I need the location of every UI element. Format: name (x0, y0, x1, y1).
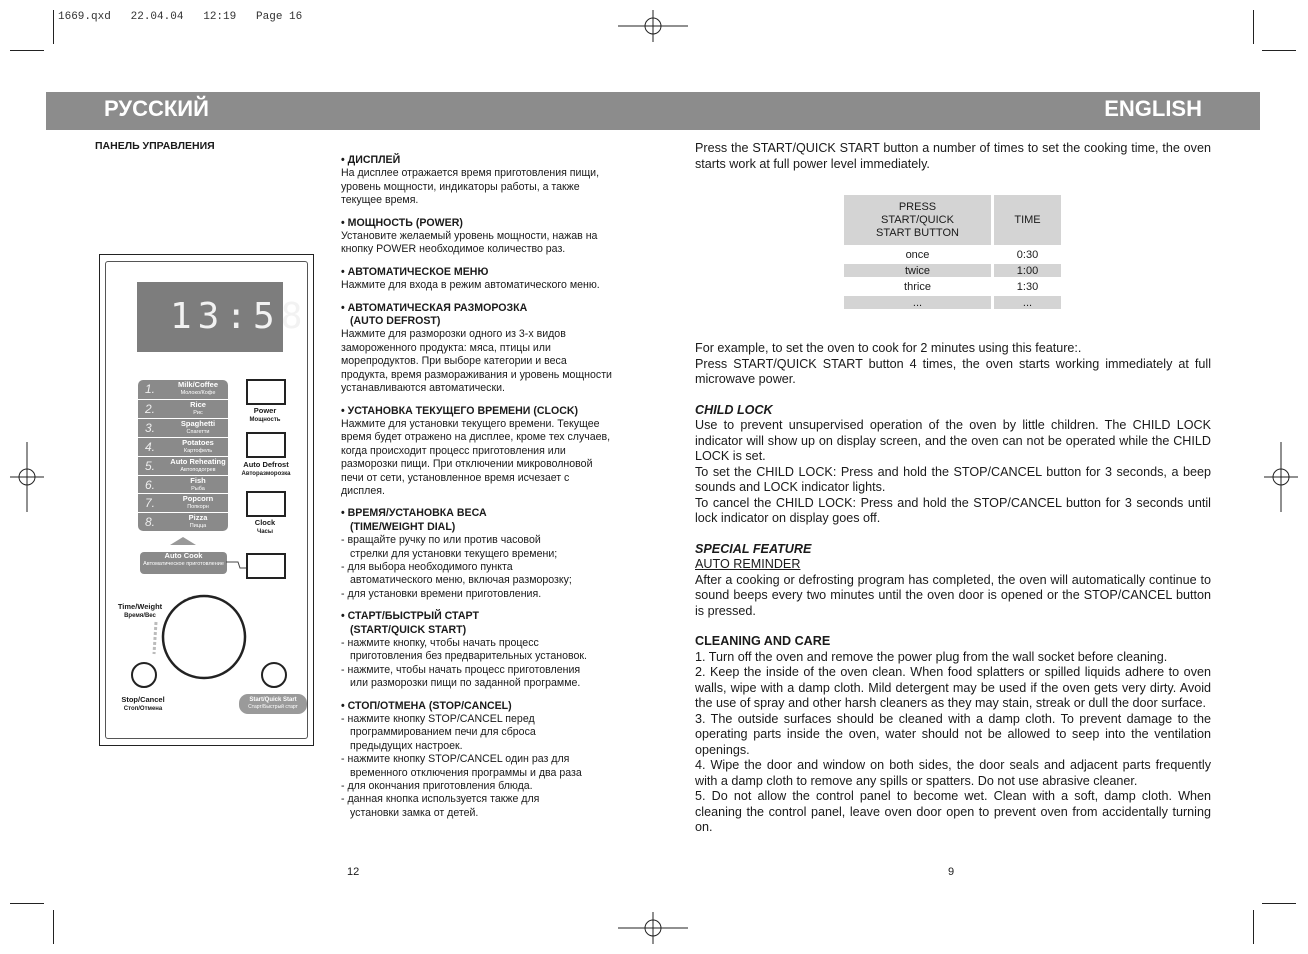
menu-item-label: Popcorn Попкорн (182, 494, 214, 511)
menu-item[interactable] (138, 512, 228, 532)
registration-mark-top (618, 10, 688, 42)
special-feature-text: After a cooking or defrosting program has completed, the oven will automatically continue to sound beeps every two minutes until the oven door is opened or the STOP/CANCEL button is pressed. (695, 572, 1211, 618)
registration-mark-right (1264, 442, 1298, 512)
section-text: На дисплее отражается время приготовления пищи, уровень мощности, индикаторы работы, а также текущее время. (341, 167, 600, 207)
cleaning-heading: CLEANING AND CARE (695, 634, 831, 648)
table-header-time: TIME (994, 195, 1061, 245)
crop-mark (1262, 903, 1296, 904)
list-item: программированием печи для сброса (350, 726, 536, 739)
crop-mark (53, 910, 54, 944)
stop-cancel-label: Stop/Cancel Стоп/Отмена (121, 695, 165, 712)
list-item: автоматического меню, включая разморозку; (350, 574, 572, 587)
table-row (844, 264, 1061, 277)
cleaning-item: 1. Turn off the oven and remove the power plug from the wall socket before cleaning. (695, 649, 1168, 664)
list-item: - для окончания приготовления блюда. (341, 780, 533, 793)
list-item: приготовления без предварительных установок. (350, 650, 587, 663)
example-text: For example, to set the oven to cook for 2 minutes using this feature:. (695, 341, 1082, 355)
menu-item-number: 3. (145, 420, 156, 435)
list-item: - нажмите кнопку, чтобы начать процесс (341, 637, 539, 649)
section-heading: • СТАРТ/БЫСТРЫЙ СТАРТ (341, 610, 479, 623)
menu-item-label: Rice Рис (190, 399, 206, 416)
dial-knob[interactable] (150, 585, 250, 685)
menu-item-number: 2. (145, 401, 156, 416)
menu-item[interactable] (138, 380, 228, 399)
table-cell-press: once (844, 248, 991, 261)
list-item: - нажмите кнопку STOP/CANCEL перед (341, 713, 535, 726)
table-cell-press: thrice (844, 280, 991, 293)
connector-line (226, 556, 248, 570)
menu-item-number: 7. (145, 496, 156, 511)
menu-item-number: 4. (145, 439, 156, 454)
banner-title-russian: РУССКИЙ (104, 96, 209, 121)
up-arrow-icon (168, 535, 198, 547)
page-number-left: 12 (347, 866, 360, 878)
page-number-right: 9 (948, 866, 955, 878)
menu-item-label: Fish Рыба (190, 475, 206, 492)
crop-mark (1253, 10, 1254, 44)
table-row (844, 248, 1061, 261)
section-text: Нажмите для установки текущего времени. Текущее время будет отражено на дисплее, кроме тех случаев, когда происходит процесс приготовления или разморозки пищи. При отключении микроволновой печи от сети, установленное время исчезает с дисплея. (341, 417, 611, 497)
banner-title-english: ENGLISH (1104, 96, 1202, 121)
menu-item[interactable] (138, 456, 228, 476)
table-row (844, 280, 1061, 293)
section-heading-sub: (TIME/WEIGHT DIAL) (350, 520, 456, 533)
menu-item[interactable] (138, 437, 228, 457)
registration-mark-left (10, 442, 44, 512)
russian-descriptions (341, 154, 616, 829)
auto-defrost-label: Auto Defrost Авторазморозка (241, 460, 291, 477)
list-item: - вращайте ручку по или против часовой (341, 534, 541, 547)
example-text: Press START/QUICK START button 4 times, the oven starts working immediately at full microwave power. (695, 356, 1211, 386)
menu-item[interactable] (138, 493, 228, 513)
english-intro (695, 141, 1211, 172)
list-item: стрелки для установки текущего времени; (350, 547, 558, 560)
menu-item-label: Milk/Coffee Молоко/Кофе (177, 380, 218, 396)
list-item: предыдущих настроек. (350, 739, 463, 752)
list-item: или разморозки пищи по заданной программе. (350, 677, 581, 690)
cleaning-item: 2. Keep the inside of the oven clean. When food splatters or spilled liquids adhere to oven walls, wipe with a damp cloth. Mild detergent may be used if the oven gets very dirty. Avoid the use of spray and other harsh cleaners as they may stain, streak or dull the door surface. (695, 665, 1211, 710)
header-banner (46, 92, 1260, 130)
intro-text: Press the START/QUICK START button a number of times to set the cooking time, the oven starts work at full power level immediately. (695, 141, 1211, 171)
section-text: Нажмите для разморозки одного из 3-х видов замороженного продукта: мяса, птицы или морепродуктов. При выборе категории и веса продукта, время размораживания и уровень мощности устанавливаются автоматически. (341, 328, 612, 395)
child-lock-text: To set the CHILD LOCK: Press and hold the STOP/CANCEL button for 3 seconds, a beep sounds and LOCK indicator lights. (695, 464, 1211, 494)
list-item: - данная кнопка используется также для (341, 793, 540, 806)
menu-item-label: Auto Reheating Автоподогрев (170, 456, 226, 473)
clock-button[interactable] (246, 491, 286, 517)
auto-reminder-subheading: AUTO REMINDER (695, 557, 801, 571)
power-label: Power Мощность (249, 406, 281, 423)
table-cell-time: 1:30 (994, 280, 1061, 293)
list-item: - нажмите кнопку STOP/CANCEL один раз для (341, 753, 570, 766)
print-header: 1669.qxd 22.04.04 12:19 Page 16 (58, 11, 303, 23)
display-digits: 13:58 (170, 296, 309, 337)
crop-mark (53, 10, 54, 44)
table-cell-press: ... (844, 296, 991, 309)
power-button[interactable] (246, 379, 286, 405)
table-cell-time: 0:30 (994, 248, 1061, 261)
auto-cook-button[interactable]: Auto Cook Автоматическое приготовление (140, 552, 227, 574)
cleaning-list (695, 650, 1211, 836)
press-time-table (841, 192, 1064, 312)
menu-item-number: 8. (145, 515, 156, 530)
menu-item[interactable] (138, 418, 228, 438)
menu-item-label: Pizza Пицца (188, 513, 208, 530)
section-text: Нажмите для входа в режим автоматического меню. (341, 279, 600, 292)
cleaning-item: 5. Do not allow the control panel to become wet. Clean with a soft, damp cloth. When cleaning the control panel, leave oven door open to prevent oven from accidentally turning on. (695, 789, 1211, 834)
table-cell-time: ... (994, 296, 1061, 309)
english-body (695, 341, 1211, 836)
section-heading: • СТОП/ОТМЕНА (STOP/CANCEL) (341, 699, 512, 712)
section-heading-sub: (AUTO DEFROST) (350, 315, 441, 328)
dial-list (341, 534, 616, 601)
time-weight-label: Time/Weight Время/Вес (117, 602, 163, 619)
stop-cancel-button[interactable] (129, 660, 159, 690)
section-heading-sub: (START/QUICK START) (350, 623, 467, 636)
menu-item-label: Spaghetti Спагетти (180, 418, 216, 435)
list-item: - для установки времени приготовления. (341, 587, 542, 600)
section-heading: • АВТОМАТИЧЕСКОЕ МЕНЮ (341, 265, 489, 278)
start-button[interactable] (259, 660, 289, 690)
menu-item[interactable] (138, 475, 228, 495)
child-lock-text: To cancel the CHILD LOCK: Press and hold the STOP/CANCEL button for 3 seconds until lock indicator on display goes off. (695, 495, 1211, 525)
menu-item-number: 1. (145, 382, 156, 396)
crop-mark (10, 903, 44, 904)
start-quick-start-label: Start/Quick Start Старт/Быстрый старт (239, 694, 307, 714)
crop-mark (1262, 50, 1296, 51)
child-lock-text: Use to prevent unsupervised operation of the oven by little children. The CHILD LOCK indicator will show up on display screen, and the oven can not be operated while the CHILD LOCK is set. (695, 418, 1211, 463)
cleaning-item: 4. Wipe the door and window on both sides, the door seals and adjacent parts frequently with a damp cloth to remove any spills or spatters. Do not use abrasive cleaner. (695, 758, 1211, 788)
section-text: Установите желаемый уровень мощности, нажав на кнопку POWER необходимое количество раз. (341, 230, 598, 256)
auto-defrost-button[interactable] (246, 432, 286, 458)
dial-scale-icon (150, 620, 162, 656)
menu-item[interactable] (138, 399, 228, 419)
cleaning-item: 3. The outside surfaces should be cleaned with a damp cloth. To prevent damage to the operating parts inside the oven, water should not be allowed to seep into the ventilation openings. (695, 711, 1211, 757)
list-item: - для выбора необходимого пункта (341, 560, 513, 573)
clock-label: Clock Часы (254, 518, 276, 535)
start-list (341, 637, 616, 691)
list-item: временного отключения программы и два раза (350, 766, 582, 779)
section-heading: • УСТАНОВКА ТЕКУЩЕГО ВРЕМЕНИ (CLOCK) (341, 404, 579, 417)
menu-item-label: Potatoes Картофель (182, 437, 214, 454)
section-heading: • АВТОМАТИЧЕСКАЯ РАЗМОРОЗКА (341, 301, 528, 314)
section-heading: • МОЩНОСТЬ (POWER) (341, 216, 463, 229)
table-row (844, 296, 1061, 309)
table-header-press: PRESS START/QUICK START BUTTON (844, 195, 991, 245)
section-heading: • ДИСПЛЕЙ (341, 154, 401, 166)
crop-mark (1253, 910, 1254, 944)
auto-cook-indicator (246, 553, 286, 579)
table-cell-time: 1:00 (994, 264, 1061, 277)
section-heading: • ВРЕМЯ/УСТАНОВКА ВЕСА (341, 507, 487, 520)
stop-list (341, 713, 616, 820)
special-feature-heading: SPECIAL FEATURE (695, 541, 812, 556)
registration-mark-bottom (618, 912, 688, 944)
auto-menu-list (138, 380, 228, 531)
table-cell-press: twice (844, 264, 991, 277)
child-lock-heading: CHILD LOCK (695, 402, 773, 417)
list-item: - нажмите, чтобы начать процесс приготовления (341, 663, 581, 676)
panel-section-title: ПАНЕЛЬ УПРАВЛЕНИЯ (95, 140, 215, 152)
menu-item-number: 6. (145, 477, 156, 492)
menu-item-number: 5. (145, 458, 156, 473)
list-item: установки замка от детей. (350, 806, 479, 819)
crop-mark (10, 50, 44, 51)
